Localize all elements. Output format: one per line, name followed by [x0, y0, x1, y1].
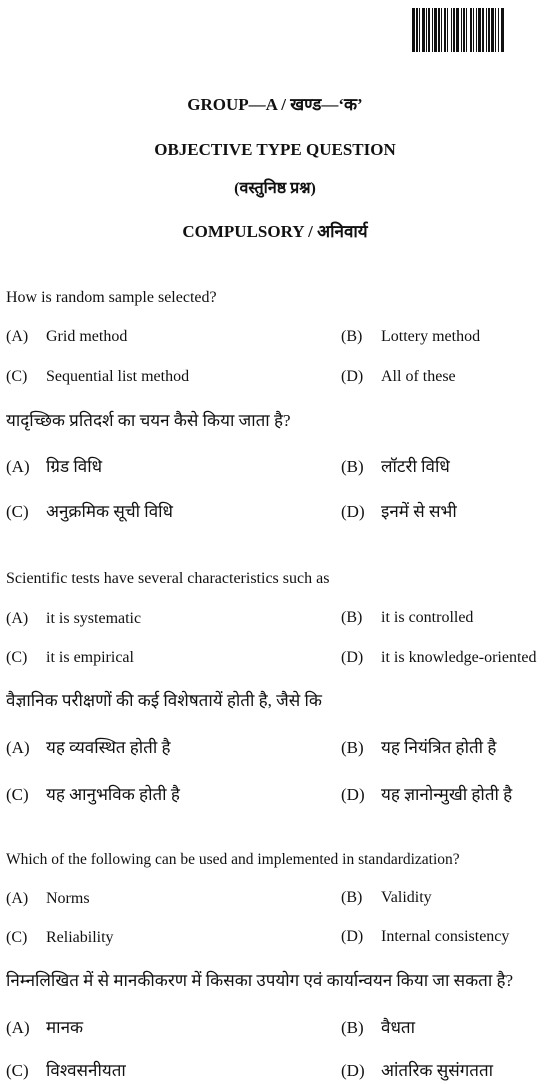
question-3-option-a[interactable]	[6, 890, 90, 908]
question-1-option-c[interactable]	[6, 368, 189, 386]
group-heading: GROUP—A / खण्ड—‘क’	[187, 95, 363, 114]
question-1-hindi-option-a[interactable]	[6, 454, 102, 477]
option-text: Reliability	[46, 929, 114, 946]
option-text: अनुक्रमिक सूची विधि	[46, 502, 174, 521]
question-1-hindi-option-b[interactable]	[341, 454, 450, 477]
option-text: All of these	[381, 368, 456, 385]
option-text: Sequential list method	[46, 368, 190, 385]
option-text: Lottery method	[381, 328, 481, 345]
option-label: (A)	[6, 738, 30, 757]
question-2-hindi: वैज्ञानिक परीक्षणों की कई विशेषतायें होती है, जैसे कि	[6, 691, 322, 710]
question-1-english: How is random sample selected?	[6, 289, 217, 306]
question-2-option-b[interactable]	[341, 609, 473, 627]
question-1-option-b[interactable]	[341, 328, 480, 346]
question-3-option-c[interactable]	[6, 929, 114, 947]
option-text: यह नियंत्रित होती है	[381, 738, 497, 757]
option-label: (B)	[341, 738, 364, 757]
option-text: it is empirical	[46, 649, 134, 666]
question-2-option-d[interactable]	[341, 649, 537, 667]
compulsory-heading: COMPULSORY / अनिवार्य	[182, 222, 368, 241]
option-label: (B)	[341, 328, 363, 345]
option-text: Grid method	[46, 328, 128, 345]
option-text: यह आनुभविक होती है	[46, 785, 180, 804]
question-1-option-a[interactable]	[6, 328, 127, 346]
option-text: इनमें से सभी	[381, 502, 457, 521]
question-3-hindi-option-b[interactable]	[341, 1015, 415, 1038]
option-label: (B)	[341, 889, 363, 906]
option-text: it is knowledge-oriented	[381, 649, 537, 666]
option-text: विश्वसनीयता	[46, 1061, 126, 1080]
option-label: (B)	[341, 609, 363, 626]
option-label: (A)	[6, 1018, 30, 1037]
question-1-hindi-option-c[interactable]	[6, 499, 173, 522]
option-text: Validity	[381, 889, 432, 906]
question-3-hindi-option-c[interactable]	[6, 1058, 126, 1081]
question-1-hindi-option-d[interactable]	[341, 499, 457, 522]
question-3-option-b[interactable]	[341, 889, 432, 907]
option-text: मानक	[46, 1018, 84, 1037]
question-2-hindi-option-c[interactable]	[6, 782, 180, 805]
question-3-hindi: निम्नलिखित में से मानकीकरण में किसका उपयोग एवं कार्यान्वयन किया जा सकता है?	[6, 971, 514, 990]
option-text: Internal consistency	[381, 928, 510, 945]
option-label: (D)	[341, 1061, 365, 1080]
option-label: (A)	[6, 890, 29, 907]
option-label: (A)	[6, 328, 29, 345]
option-label: (A)	[6, 457, 30, 476]
option-label: (C)	[6, 929, 28, 946]
question-3-english: Which of the following can be used and implemented in standardization?	[6, 851, 460, 868]
option-label: (D)	[341, 502, 365, 521]
question-2-hindi-option-d[interactable]	[341, 782, 512, 805]
option-label: (A)	[6, 610, 29, 627]
option-text: ग्रिड विधि	[46, 457, 103, 476]
question-1-hindi: यादृच्छिक प्रतिदर्श का चयन कैसे किया जाता है?	[6, 411, 291, 430]
option-label: (C)	[6, 368, 28, 385]
option-label: (B)	[341, 1018, 364, 1037]
option-text: it is controlled	[381, 609, 474, 626]
option-label: (C)	[6, 502, 29, 521]
question-3-hindi-option-a[interactable]	[6, 1015, 83, 1038]
option-label: (D)	[341, 649, 364, 666]
option-text: यह ज्ञानोन्मुखी होती है	[381, 785, 513, 804]
option-text: वैधता	[381, 1018, 415, 1037]
option-text: लॉटरी विधि	[381, 457, 450, 476]
question-2-option-c[interactable]	[6, 649, 134, 667]
option-label: (C)	[6, 649, 28, 666]
option-label: (D)	[341, 928, 364, 945]
question-2-english: Scientific tests have several characteristics such as	[6, 570, 330, 587]
question-2-hindi-option-a[interactable]	[6, 735, 171, 758]
option-text: आंतरिक सुसंगतता	[381, 1061, 494, 1080]
question-1-option-d[interactable]	[341, 368, 456, 386]
option-label: (C)	[6, 785, 29, 804]
option-text: it is systematic	[46, 610, 142, 627]
section-type-hindi: (वस्तुनिष्ठ प्रश्न)	[234, 180, 316, 197]
section-type-heading: OBJECTIVE TYPE QUESTION	[154, 140, 396, 159]
barcode-icon	[412, 8, 550, 56]
question-3-hindi-option-d[interactable]	[341, 1058, 493, 1081]
question-3-option-d[interactable]	[341, 928, 509, 946]
question-2-hindi-option-b[interactable]	[341, 735, 496, 758]
option-label: (D)	[341, 368, 364, 385]
option-label: (D)	[341, 785, 365, 804]
option-text: Norms	[46, 890, 90, 907]
question-2-option-a[interactable]	[6, 610, 141, 628]
option-text: यह व्यवस्थित होती है	[46, 738, 171, 757]
option-label: (B)	[341, 457, 364, 476]
option-label: (C)	[6, 1061, 29, 1080]
